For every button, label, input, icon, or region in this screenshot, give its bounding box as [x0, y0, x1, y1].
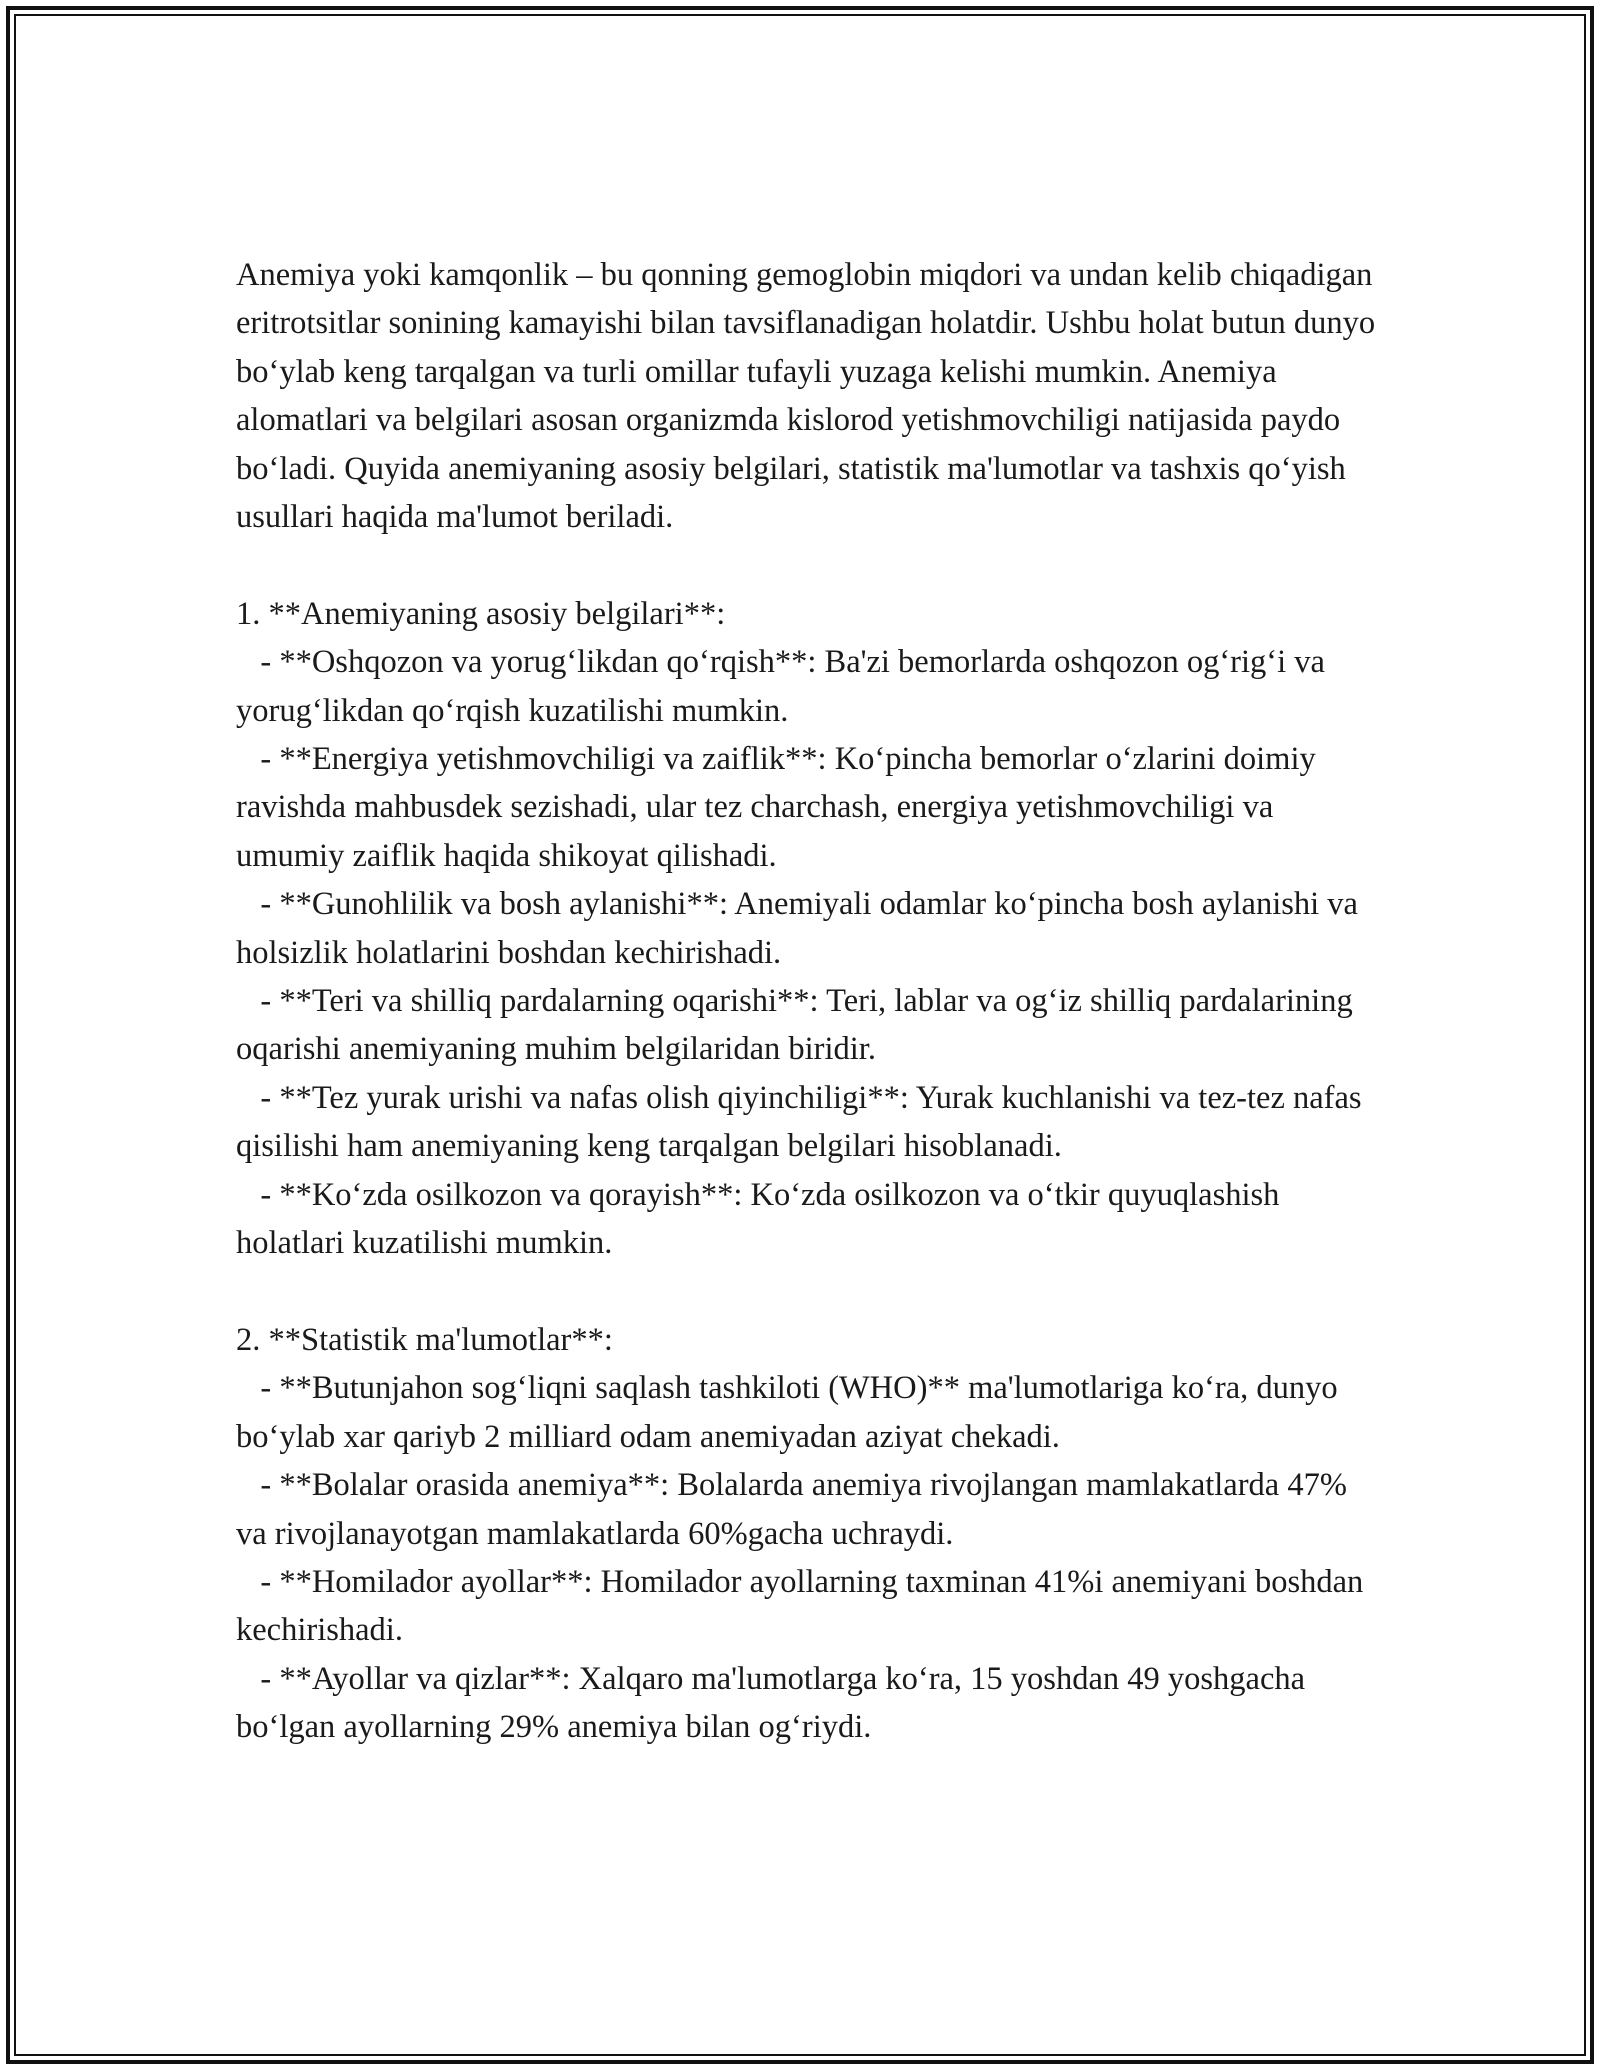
list-item: - **Bolalar orasida anemiya**: Bolalarda anemiya rivojlangan mamlakatlarda 47% va rivojlanayotgan mamlakatlarda 60%gacha uchraydi.	[236, 1467, 1356, 1552]
paragraph-gap	[236, 1268, 1376, 1316]
intro-paragraph: Anemiya yoki kamqonlik – bu qonning gemoglobin miqdori va undan kelib chiqadigan eritrotsitlar sonining kamayishi bilan tavsiflanadigan holatdir. Ushbu holat butun dunyo bo‘ylab keng tarqalgan va turli omillar tufayli yuzaga kelishi mumkin. Anemiya alomatlari va belgilari asosan organizmda kislorod yetishmovchiligi natijasida paydo bo‘ladi. Quyida anemiyaning asosiy belgilari, statistik ma'lumotlar va tashxis qo‘yish usullari haqida ma'lumot beriladi.	[236, 257, 1376, 536]
list-item: - **Ko‘zda osilkozon va qorayish**: Ko‘zda osilkozon va o‘tkir quyuqlashish holatlari kuzatilishi mumkin.	[236, 1176, 1288, 1262]
document-body	[236, 251, 1376, 1752]
list-item: - **Energiya yetishmovchiligi va zaiflik**: Ko‘pincha bemorlar o‘zlarini doimiy ravishda mahbusdek sezishadi, ular tez charchash, energiya yetishmovchiligi va umumiy zaiflik haqida shikoyat qilishadi.	[236, 741, 1324, 874]
section-heading-statistics: 2. **Statistik ma'lumotlar**:	[236, 1321, 613, 1358]
list-item: - **Gunohlilik va bosh aylanishi**: Anemiyali odamlar ko‘pincha bosh aylanishi va holsizlik holatlarini boshdan kechirishadi.	[236, 886, 1367, 971]
list-item: - **Teri va shilliq pardalarning oqarishi**: Teri, lablar va og‘iz shilliq pardalarining oqarishi anemiyaning muhim belgilaridan biridir.	[236, 983, 1361, 1068]
section-heading-symptoms: 1. **Anemiyaning asosiy belgilari**:	[236, 595, 726, 632]
list-item: - **Oshqozon va yorug‘likdan qo‘rqish**: Ba'zi bemorlarda oshqozon og‘rig‘i va yorug‘likdan qo‘rqish kuzatilishi mumkin.	[236, 644, 1334, 729]
list-item: - **Homilador ayollar**: Homilador ayollarning taxminan 41%i anemiyani boshdan kechirishadi.	[236, 1563, 1372, 1649]
list-item: - **Ayollar va qizlar**: Xalqaro ma'lumotlarga ko‘ra, 15 yoshdan 49 yoshgacha bo‘lgan ayollarning 29% anemiya bilan og‘riydi.	[236, 1660, 1314, 1746]
list-item: - **Butunjahon sog‘liqni saqlash tashkiloti (WHO)** ma'lumotlariga ko‘ra, dunyo bo‘ylab xar qariyb 2 milliard odam anemiyadan aziyat chekadi.	[236, 1370, 1346, 1455]
paragraph-gap	[236, 541, 1376, 589]
list-item: - **Tez yurak urishi va nafas olish qiyinchiligi**: Yurak kuchlanishi va tez-tez nafas qisilishi ham anemiyaning keng tarqalgan belgilari hisoblanadi.	[236, 1079, 1370, 1165]
